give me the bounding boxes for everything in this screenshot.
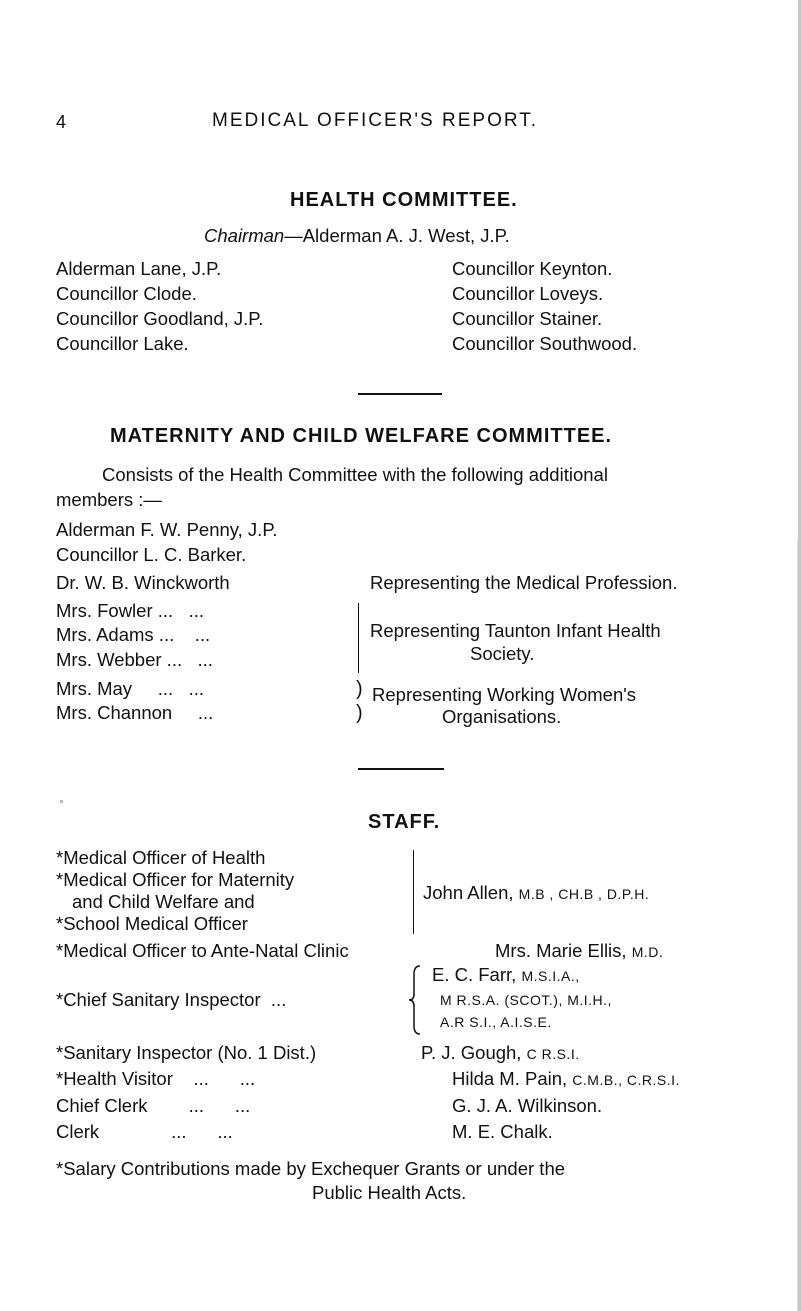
- member-right-1: Councillor Keynton.: [452, 258, 613, 279]
- brace-infant: [358, 603, 359, 673]
- infant-representing-1: Representing Taunton Infant Health: [370, 620, 661, 641]
- staff-quals-2: C.M.B., C.R.S.I.: [572, 1072, 680, 1088]
- member-left-2: Councillor Clode.: [56, 283, 197, 304]
- intro-line-2: members :—: [56, 489, 162, 510]
- antenatal-entry: [495, 940, 663, 962]
- women-member-1: Mrs. May ... ...: [56, 678, 205, 699]
- chief-inspector-role: *Chief Sanitary Inspector ...: [56, 989, 287, 1010]
- chief-inspector-q3: A.R S.I., A.I.S.E.: [440, 1014, 552, 1030]
- footnote-line-1: *Salary Contributions made by Exchequer Grants or under the: [56, 1158, 566, 1179]
- staff-entry-1: [421, 1042, 580, 1064]
- staff-name-1: P. J. Gough,: [421, 1042, 522, 1063]
- staff-entry-2: [452, 1068, 680, 1090]
- infant-member-1: Mrs. Fowler ... ...: [56, 600, 205, 621]
- brace-women-bottom: ): [356, 702, 363, 724]
- winckworth-representing: Representing the Medical Profession.: [370, 572, 678, 593]
- chief-inspector-entry: [432, 964, 580, 986]
- divider-rule: [358, 393, 442, 395]
- brace-moh: [413, 850, 414, 934]
- staff-name-2: Hilda M. Pain,: [452, 1068, 568, 1089]
- moh-name: John Allen,: [423, 882, 514, 903]
- health-committee-title: HEALTH COMMITTEE.: [290, 189, 518, 211]
- staff-name-3: G. J. A. Wilkinson.: [452, 1095, 603, 1116]
- member-left-3: Councillor Goodland, J.P.: [56, 308, 264, 329]
- staff-role-1: *Sanitary Inspector (No. 1 Dist.): [56, 1042, 317, 1063]
- page-number: 4: [56, 112, 67, 132]
- moh-qualifications: M.B , CH.B , D.P.H.: [518, 886, 650, 902]
- infant-representing-2: Society.: [470, 643, 535, 664]
- member-right-2: Councillor Loveys.: [452, 283, 604, 304]
- infant-member-2: Mrs. Adams ... ...: [56, 624, 211, 645]
- women-representing-1: Representing Working Women's: [372, 684, 637, 705]
- running-header: MEDICAL OFFICER'S REPORT.: [212, 110, 539, 131]
- staff-quals-1: C R.S.I.: [526, 1046, 580, 1062]
- footnote-line-2: Public Health Acts.: [312, 1182, 467, 1203]
- chairman-line: [204, 225, 510, 247]
- women-member-2: Mrs. Channon ...: [56, 702, 214, 723]
- moh-line-4: *School Medical Officer: [56, 913, 248, 934]
- member-right-3: Councillor Stainer.: [452, 308, 603, 329]
- chief-inspector-q1: M.S.I.A.,: [521, 968, 580, 984]
- brace-chief-inspector: [408, 964, 424, 1036]
- winckworth: Dr. W. B. Winckworth: [56, 572, 230, 593]
- member-right-4: Councillor Southwood.: [452, 333, 638, 354]
- member-left-1: Alderman Lane, J.P.: [56, 258, 222, 279]
- staff-role-2: *Health Visitor ... ...: [56, 1068, 256, 1089]
- maternity-committee-title: MATERNITY AND CHILD WELFARE COMMITTEE.: [110, 425, 613, 447]
- member-left-4: Councillor Lake.: [56, 333, 189, 354]
- chief-inspector-q2: M R.S.A. (SCOT.), M.I.H.,: [440, 992, 612, 1008]
- infant-member-3: Mrs. Webber ... ...: [56, 649, 213, 670]
- chairman-label: Chairman: [204, 225, 285, 246]
- staff-name-4: M. E. Chalk.: [452, 1121, 553, 1142]
- staff-title: STAFF.: [368, 811, 441, 833]
- staff-role-3: Chief Clerk ... ...: [56, 1095, 251, 1116]
- scan-speck: [60, 800, 63, 803]
- moh-line-3: and Child Welfare and: [72, 891, 255, 912]
- chairman-name: —Alderman A. J. West, J.P.: [284, 225, 510, 246]
- antenatal-qualifications: M.D.: [631, 944, 664, 960]
- additional-member-1: Alderman F. W. Penny, J.P.: [56, 519, 278, 540]
- antenatal-role: *Medical Officer to Ante-Natal Clinic: [56, 940, 349, 961]
- women-representing-2: Organisations.: [442, 706, 562, 727]
- brace-women-top: ): [356, 678, 363, 700]
- moh-line-1: *Medical Officer of Health: [56, 847, 266, 868]
- intro-line-1: Consists of the Health Committee with the following additional: [102, 464, 608, 485]
- scan-edge-inner: [797, 540, 798, 1311]
- divider-rule-2: [358, 768, 444, 770]
- chief-inspector-name: E. C. Farr,: [432, 964, 517, 985]
- additional-member-2: Councillor L. C. Barker.: [56, 544, 247, 565]
- moh-line-2: *Medical Officer for Maternity: [56, 869, 295, 890]
- staff-role-4: Clerk ... ...: [56, 1121, 233, 1142]
- moh-entry: [423, 882, 649, 904]
- antenatal-name: Mrs. Marie Ellis,: [495, 940, 627, 961]
